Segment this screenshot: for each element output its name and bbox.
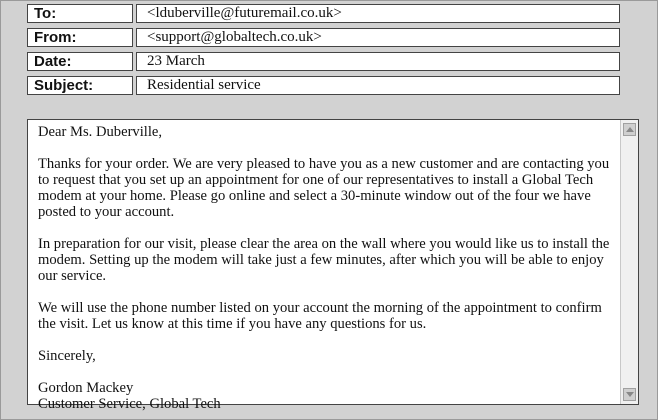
closing: Sincerely, [38, 348, 96, 364]
scroll-down-button[interactable] [623, 388, 636, 401]
paragraph-3: We will use the phone number listed on your account the morning of the appointment to confirm the visit. Let us know at this time if you have any questions for us. [38, 300, 602, 332]
date-label: Date: [27, 52, 133, 71]
subject-label: Subject: [27, 76, 133, 95]
vertical-scrollbar[interactable] [620, 120, 638, 404]
to-label: To: [27, 4, 133, 23]
paragraph-2: In preparation for our visit, please clear the area on the wall where you would like us to install the modem. Setting up the modem will take just a few minutes, after which you will be able to enjoy our service. [38, 236, 610, 284]
triangle-down-icon [626, 392, 634, 397]
paragraph-1: Thanks for your order. We are very pleased to have you as a new customer and are contacting you to request that you set up an appointment for one of our representatives to install a Global Tech modem at your home. Please go online and select a 30-minute window out of the four we have posted to your account. [38, 156, 610, 220]
from-field[interactable]: <support@globaltech.co.uk> [136, 28, 620, 47]
signature-title: Customer Service, Global Tech [38, 396, 221, 412]
greeting: Dear Ms. Duberville, [38, 124, 163, 140]
from-label: From: [27, 28, 133, 47]
to-field[interactable]: <lduberville@futuremail.co.uk> [136, 4, 620, 23]
signature-name: Gordon Mackey [38, 380, 134, 396]
triangle-up-icon [626, 127, 634, 132]
date-field[interactable]: 23 March [136, 52, 620, 71]
message-text [38, 124, 614, 412]
scroll-up-button[interactable] [623, 123, 636, 136]
message-body[interactable] [27, 119, 639, 412]
subject-field[interactable]: Residential service [136, 76, 620, 95]
